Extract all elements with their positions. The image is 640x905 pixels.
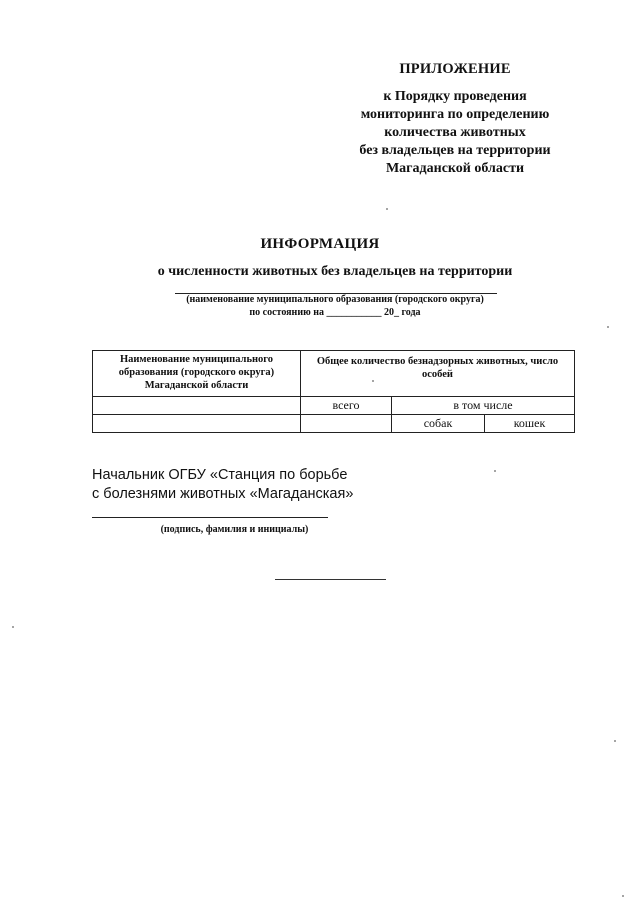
header-total-count: Общее количество безнадзорных животных, число особей xyxy=(301,351,575,397)
empty-cell xyxy=(93,397,301,415)
date-line: по состоянию на ___________ 20_ года xyxy=(249,307,421,318)
scan-speck xyxy=(614,740,616,742)
appendix-line: количества животных xyxy=(384,125,526,140)
signature-blank-line xyxy=(92,517,328,518)
document-title: ИНФОРМАЦИЯ xyxy=(260,236,380,252)
signer-line: с болезнями животных «Магаданская» xyxy=(92,486,354,502)
appendix-heading: ПРИЛОЖЕНИЕ xyxy=(399,61,511,77)
signer-line: Начальник ОГБУ «Станция по борьбе xyxy=(92,467,348,483)
appendix-line: без владельцев на территории xyxy=(359,143,551,158)
scan-speck xyxy=(607,326,609,328)
appendix-block xyxy=(330,60,580,178)
header-dogs: собак xyxy=(392,415,485,433)
municipality-caption: (наименование муниципального образования (городского округа) xyxy=(186,294,484,305)
signer-title xyxy=(92,466,353,504)
header-cats: кошек xyxy=(485,415,575,433)
scan-speck xyxy=(386,208,388,210)
appendix-line: к Порядку проведения xyxy=(383,89,527,104)
end-divider xyxy=(275,579,386,580)
scan-speck xyxy=(622,895,624,897)
empty-cell xyxy=(301,415,392,433)
document-subtitle: о численности животных без владельцев на территории xyxy=(157,264,513,279)
scan-speck xyxy=(494,470,496,472)
appendix-line: Магаданской области xyxy=(385,161,525,176)
signature-caption: (подпись, фамилия и инициалы) xyxy=(160,524,309,535)
header-municipality: Наименование муниципального образования (городского округа) Магаданской области xyxy=(93,351,301,397)
animal-count-table xyxy=(92,350,575,433)
header-including: в том числе xyxy=(392,397,575,415)
header-total: всего xyxy=(301,397,392,415)
scan-speck xyxy=(12,626,14,628)
empty-cell xyxy=(93,415,301,433)
appendix-line: мониторинга по определению xyxy=(360,107,550,122)
scan-speck xyxy=(372,380,374,382)
